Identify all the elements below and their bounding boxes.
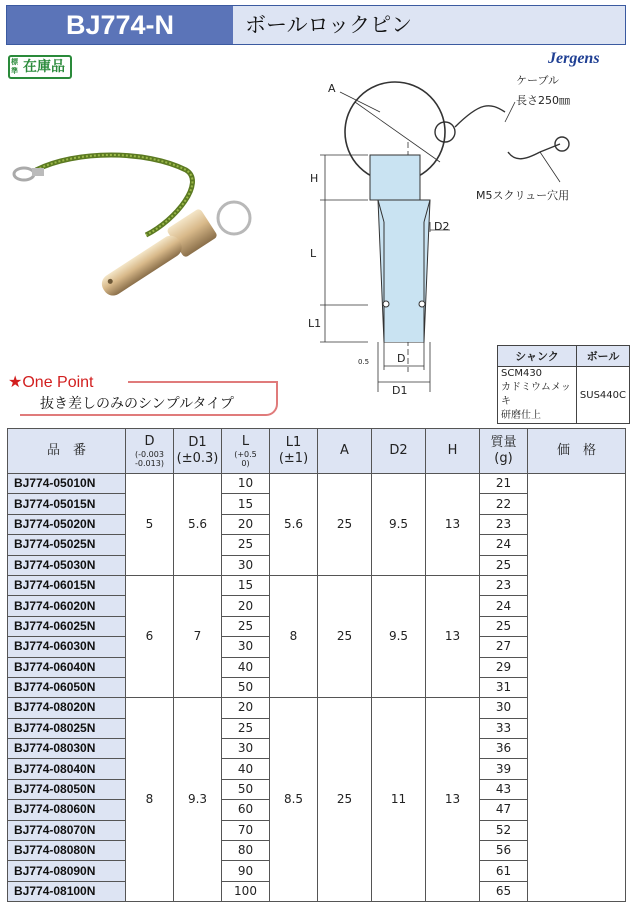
table-row — [8, 474, 626, 494]
spec-header-row — [8, 429, 626, 474]
cable-label: ケーブル — [516, 74, 560, 87]
A-cell: 25 — [318, 474, 372, 576]
part-number-cell: BJ774-08040N — [8, 759, 126, 779]
col-header-D2: D2 — [372, 429, 426, 474]
part-number-cell: BJ774-06015N — [8, 575, 126, 595]
one-point-title: ★One Point — [8, 374, 94, 391]
part-number-cell: BJ774-06025N — [8, 616, 126, 636]
D1-cell: 9.3 — [174, 698, 222, 902]
screw-hole-label: M5スクリュー穴用 — [476, 189, 570, 202]
L-cell: 15 — [222, 494, 270, 514]
part-number-cell: BJ774-08090N — [8, 861, 126, 881]
dim-label-D: D — [397, 352, 406, 365]
mass-cell: 23 — [480, 514, 528, 534]
part-number-cell: BJ774-05015N — [8, 494, 126, 514]
dim-label-L1: L1 — [308, 317, 322, 330]
stock-badge-main: 在庫品 — [23, 59, 65, 75]
D2-cell: 11 — [372, 698, 426, 902]
H-cell: 13 — [426, 474, 480, 576]
dim-label-chamfer: 0.5 — [358, 358, 370, 366]
L-cell: 15 — [222, 575, 270, 595]
pin-shank-icon — [98, 232, 185, 299]
col-header-D1: D1 (±0.3) — [174, 429, 222, 474]
mass-cell: 56 — [480, 841, 528, 861]
L-cell: 90 — [222, 861, 270, 881]
mass-cell: 52 — [480, 820, 528, 840]
mass-cell: 47 — [480, 800, 528, 820]
eye-terminal-icon — [555, 137, 569, 151]
page-header — [6, 5, 626, 45]
L-cell: 100 — [222, 881, 270, 901]
L-cell: 20 — [222, 698, 270, 718]
mass-cell: 21 — [480, 474, 528, 494]
L1-cell: 8.5 — [270, 698, 318, 902]
mass-cell: 36 — [480, 739, 528, 759]
material-table — [497, 345, 630, 424]
stock-badge-small: 標準 — [11, 58, 18, 75]
mass-cell: 43 — [480, 779, 528, 799]
L-cell: 40 — [222, 759, 270, 779]
L-cell: 40 — [222, 657, 270, 677]
part-number-cell: BJ774-06050N — [8, 677, 126, 697]
part-number-cell: BJ774-05025N — [8, 535, 126, 555]
L-cell: 25 — [222, 535, 270, 555]
part-number-cell: BJ774-05030N — [8, 555, 126, 575]
dim-label-D1: D1 — [392, 384, 408, 397]
mass-cell: 61 — [480, 861, 528, 881]
mass-cell: 31 — [480, 677, 528, 697]
part-number-cell: BJ774-06020N — [8, 596, 126, 616]
col-header-price: 価 格 — [528, 429, 626, 474]
L1-cell: 8 — [270, 575, 318, 697]
part-number-cell: BJ774-05010N — [8, 474, 126, 494]
D-cell: 8 — [126, 698, 174, 902]
mass-cell: 30 — [480, 698, 528, 718]
L-cell: 50 — [222, 677, 270, 697]
col-header-L: L (+0.5 0) — [222, 429, 270, 474]
L-cell: 50 — [222, 779, 270, 799]
D-cell: 6 — [126, 575, 174, 697]
L-cell: 80 — [222, 841, 270, 861]
cable-length-label: 長さ250㎜ — [516, 94, 570, 107]
mass-cell: 39 — [480, 759, 528, 779]
spec-table-body — [8, 474, 626, 902]
dim-label-L: L — [310, 247, 317, 260]
part-number-cell: BJ774-06030N — [8, 637, 126, 657]
mass-cell: 24 — [480, 535, 528, 555]
L-cell: 30 — [222, 555, 270, 575]
stock-badge — [8, 55, 72, 79]
cable-icon — [36, 155, 192, 235]
brand-logo: Jergens — [548, 50, 600, 67]
part-number-cell: BJ774-08030N — [8, 739, 126, 759]
col-header-mass: 質量 (g) — [480, 429, 528, 474]
spec-table — [7, 428, 626, 902]
material-ball-cell: SUS440C — [576, 367, 629, 424]
col-header-A: A — [318, 429, 372, 474]
cable-drawing-icon — [455, 106, 505, 127]
material-header-shank: シャンク — [498, 346, 577, 367]
D2-cell: 9.5 — [372, 474, 426, 576]
L-cell: 70 — [222, 820, 270, 840]
D-cell: 5 — [126, 474, 174, 576]
A-cell: 25 — [318, 575, 372, 697]
A-cell: 25 — [318, 698, 372, 902]
ring-icon — [218, 202, 250, 234]
D2-cell: 9.5 — [372, 575, 426, 697]
mass-cell: 24 — [480, 596, 528, 616]
col-header-D: D (-0.003 -0.013) — [126, 429, 174, 474]
pin-head-drawing — [370, 155, 420, 200]
L-cell: 30 — [222, 637, 270, 657]
col-header-L1: L1 (±1) — [270, 429, 318, 474]
mass-cell: 22 — [480, 494, 528, 514]
part-number-cell: BJ774-08100N — [8, 881, 126, 901]
product-name-title: ボールロックピン — [233, 6, 625, 44]
part-number-cell: BJ774-08070N — [8, 820, 126, 840]
product-code-title: BJ774-N — [7, 6, 233, 44]
L-cell: 25 — [222, 718, 270, 738]
D1-cell: 7 — [174, 575, 222, 697]
one-point-text: 抜き差しのみのシンプルタイプ — [40, 396, 234, 412]
mass-cell: 65 — [480, 881, 528, 901]
part-number-cell: BJ774-08020N — [8, 698, 126, 718]
material-shank-cell: SCM430 カドミウムメッキ 研磨仕上 — [498, 367, 577, 424]
part-number-cell: BJ774-05020N — [8, 514, 126, 534]
material-header-ball: ボール — [576, 346, 629, 367]
L-cell: 60 — [222, 800, 270, 820]
part-number-cell: BJ774-08025N — [8, 718, 126, 738]
part-number-cell: BJ774-08060N — [8, 800, 126, 820]
mass-cell: 25 — [480, 555, 528, 575]
col-header-H: H — [426, 429, 480, 474]
L-cell: 20 — [222, 596, 270, 616]
part-number-cell: BJ774-06040N — [8, 657, 126, 677]
L-cell: 10 — [222, 474, 270, 494]
dim-label-H: H — [310, 172, 319, 185]
dim-label-D2: D2 — [434, 220, 450, 233]
mass-cell: 33 — [480, 718, 528, 738]
part-number-cell: BJ774-08050N — [8, 779, 126, 799]
dim-label-A: A — [328, 82, 336, 95]
H-cell: 13 — [426, 698, 480, 902]
cable-eye-icon — [14, 168, 34, 180]
L-cell: 30 — [222, 739, 270, 759]
part-number-cell: BJ774-08080N — [8, 841, 126, 861]
col-header-code: 品 番 — [8, 429, 126, 474]
mass-cell: 29 — [480, 657, 528, 677]
price-cell — [528, 474, 626, 902]
L1-cell: 5.6 — [270, 474, 318, 576]
product-photo — [6, 140, 256, 340]
L-cell: 25 — [222, 616, 270, 636]
D1-cell: 5.6 — [174, 474, 222, 576]
L-cell: 20 — [222, 514, 270, 534]
mass-cell: 27 — [480, 637, 528, 657]
mass-cell: 23 — [480, 575, 528, 595]
H-cell: 13 — [426, 575, 480, 697]
mass-cell: 25 — [480, 616, 528, 636]
